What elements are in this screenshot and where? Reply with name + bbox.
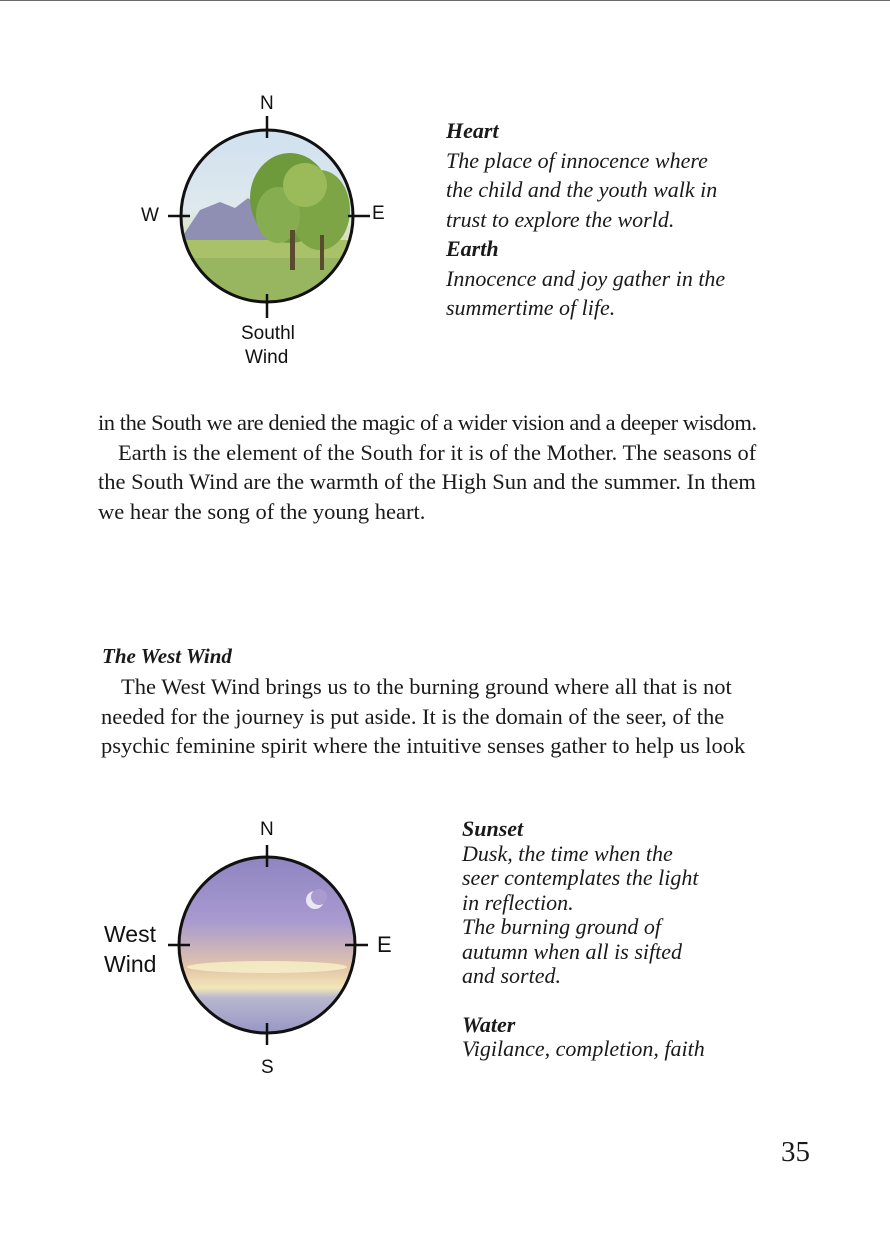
compass-south-wind-label-line2: Wind: [245, 347, 289, 368]
page-number: 35: [781, 1136, 810, 1168]
attribute-heading-sunset: Sunset: [462, 816, 524, 841]
west-wind-heading: The West Wind: [102, 644, 232, 668]
page-top-border: [0, 0, 890, 1]
attribute-line: autumn when all is sifted: [462, 938, 682, 964]
attribute-line: Innocence and joy gather in the: [446, 265, 726, 291]
attribute-line: The place of innocence where: [446, 147, 708, 173]
south-wind-paragraph: [98, 408, 810, 526]
paragraph-line: we hear the song of the young heart.: [98, 498, 426, 524]
paragraph-line: The West Wind brings us to the burning ground where all that is not: [121, 674, 732, 699]
compass-west-wind-label-line2: Wind: [104, 951, 157, 977]
compass-north-label: N: [260, 819, 274, 840]
paragraph-line: needed for the journey is put aside. It is the domain of the seer, of the: [101, 703, 725, 729]
attribute-line: Dusk, the time when the: [462, 840, 673, 866]
attribute-line: The burning ground of: [462, 914, 662, 939]
compass-south-wind-label-line1: Southl: [241, 323, 295, 344]
spacer: [462, 989, 705, 1013]
attribute-line: seer contemplates the light: [462, 865, 699, 890]
attribute-heading-water: Water: [462, 1011, 516, 1037]
attribute-line: trust to explore the world.: [446, 206, 675, 232]
attribute-line: in reflection.: [462, 889, 574, 915]
west-wind-attributes: [462, 817, 705, 1062]
compass-west-label: W: [141, 205, 159, 226]
attribute-line: Vigilance, completion, faith: [462, 1036, 705, 1061]
paragraph-line: Earth is the element of the South for it is of the Mother. The seasons of: [118, 439, 757, 465]
south-wind-attributes: [446, 116, 725, 323]
compass-west-wind-label-line1: West: [104, 921, 156, 947]
paragraph-line: in the South we are denied the magic of a wider vision and a deeper wisdom.: [98, 410, 757, 435]
west-wind-paragraph: [101, 672, 813, 761]
west-compass-figure: [100, 815, 410, 1085]
compass-south-label: S: [261, 1057, 274, 1078]
attribute-line: summertime of life.: [446, 295, 616, 320]
paragraph-line: psychic feminine spirit where the intuitive senses gather to help us look: [101, 733, 746, 758]
attribute-heading-earth: Earth: [446, 236, 499, 261]
attribute-line: the child and the youth walk in: [446, 177, 718, 202]
compass-north-label: N: [260, 93, 274, 114]
attribute-line: and sorted.: [462, 963, 561, 988]
attribute-heading-heart: Heart: [446, 118, 499, 143]
south-compass-figure: [140, 90, 400, 380]
paragraph-line: the South Wind are the warmth of the High Sun and the summer. In them: [98, 469, 756, 494]
compass-east-label: E: [372, 203, 385, 224]
compass-east-label: E: [377, 932, 392, 957]
